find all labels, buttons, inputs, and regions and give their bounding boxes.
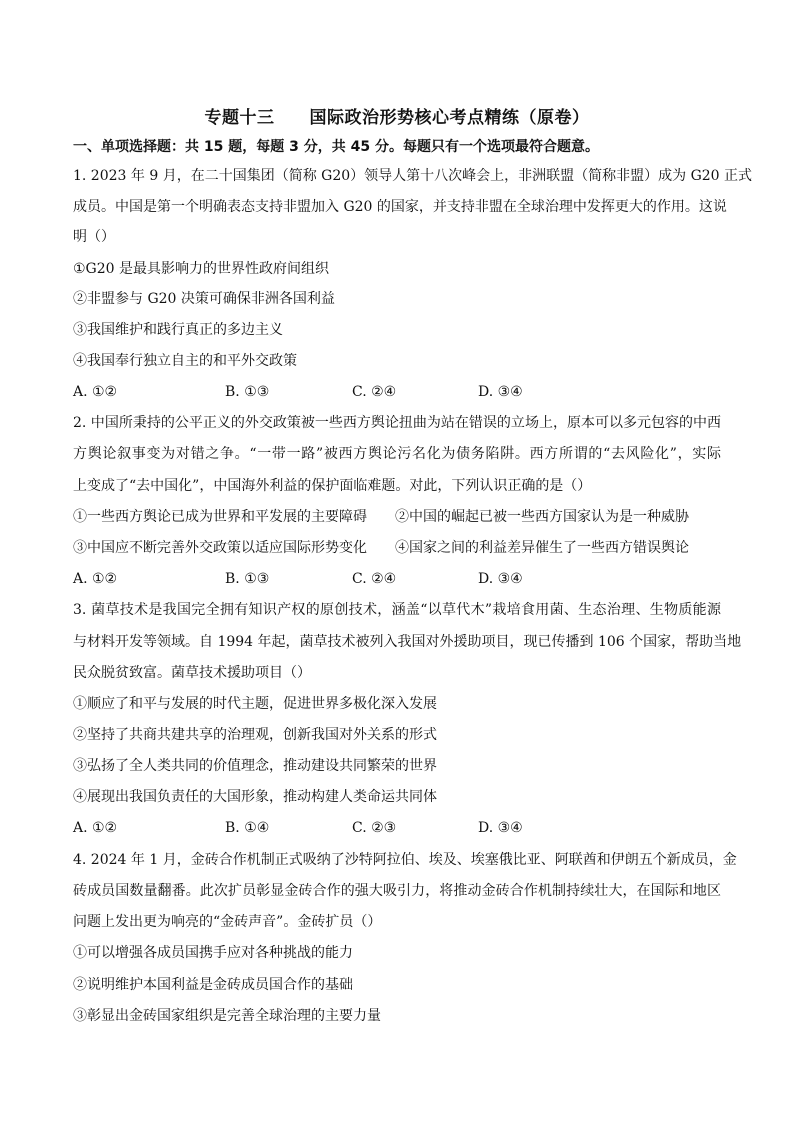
q3-stem-line-3: 民众脱贫致富。菌草技术援助项目（）: [73, 665, 311, 681]
q3-stem-line-2: 与材料开发等领域。自 1994 年起，菌草技术被列入我国对外援助项目，现已传播到 106 个国家，帮助当地: [73, 634, 742, 650]
q1-option-a[interactable]: A. ①②: [73, 384, 118, 400]
q1-option-b[interactable]: B. ①③: [225, 384, 270, 400]
q1-statement-1: ①G20 是最具影响力的世界性政府间组织: [73, 261, 329, 277]
q1-option-c[interactable]: C. ②④: [352, 384, 397, 400]
q1-statement-2: ②非盟参与 G20 决策可确保非洲各国利益: [73, 291, 335, 307]
q2-statement-row-2: ③中国应不断完善外交政策以适应国际形势变化 ④国家之间的利益差异催生了一些西方错误舆论: [73, 540, 689, 556]
q1-option-d[interactable]: D. ③④: [478, 384, 523, 400]
q3-statement-4: ④展现出我国负责任的大国形象，推动构建人类命运共同体: [73, 789, 437, 805]
q4-stem-line-3: 问题上发出更为响亮的“金砖声音”。金砖扩员（）: [73, 914, 382, 930]
q4-statement-1: ①可以增强各成员国携手应对各种挑战的能力: [73, 945, 353, 961]
q4-stem-line-2: 砖成员国数量翻番。此次扩员彰显金砖合作的强大吸引力，将推动金砖合作机制持续壮大，在国际和地区: [73, 883, 721, 899]
q3-stem-line-1: 3. 菌草技术是我国完全拥有知识产权的原创技术，涵盖“以草代木”栽培食用菌、生态治理、生物质能源: [73, 602, 721, 618]
q3-statement-1: ①顺应了和平与发展的时代主题，促进世界多极化深入发展: [73, 696, 437, 712]
q2-option-d[interactable]: D. ③④: [478, 571, 523, 587]
q2-stem-line-2: 方舆论叙事变为对错之争。“一带一路”被西方舆论污名化为债务陷阱。西方所谓的“去风险化”，实际: [73, 446, 721, 462]
q3-option-b[interactable]: B. ①④: [225, 820, 270, 836]
q4-stem-line-1: 4. 2024 年 1 月，金砖合作机制正式吸纳了沙特阿拉伯、埃及、埃塞俄比亚、阿联酋和伊朗五个新成员，金: [73, 852, 737, 868]
q3-statement-3: ③弘扬了全人类共同的价值理念，推动建设共同繁荣的世界: [73, 758, 437, 774]
q1-statement-4: ④我国奉行独立自主的和平外交政策: [73, 353, 297, 369]
q2-option-b[interactable]: B. ①③: [225, 571, 270, 587]
q3-option-a[interactable]: A. ①②: [73, 820, 118, 836]
q2-option-a[interactable]: A. ①②: [73, 571, 118, 587]
q4-statement-3: ③彰显出金砖国家组织是完善全球治理的主要力量: [73, 1008, 381, 1024]
q1-stem-line-3: 明（）: [73, 229, 115, 245]
q1-statement-3: ③我国维护和践行真正的多边主义: [73, 322, 283, 338]
q1-stem-line-2: 成员。中国是第一个明确表态支持非盟加入 G20 的国家，并支持非盟在全球治理中发挥更大的作用。这说: [73, 199, 727, 215]
q2-stem-line-1: 2. 中国所秉持的公平正义的外交政策被一些西方舆论扭曲为站在错误的立场上，原本可以多元包容的中西: [73, 415, 721, 431]
q3-option-c[interactable]: C. ②③: [352, 820, 397, 836]
q2-statement-row-1: ①一些西方舆论已成为世界和平发展的主要障碍 ②中国的崛起已被一些西方国家认为是一种威胁: [73, 509, 689, 525]
q3-option-d[interactable]: D. ③④: [478, 820, 523, 836]
q2-stem-line-3: 上变成了“去中国化”，中国海外利益的保护面临难题。对此，下列认识正确的是（）: [73, 478, 592, 494]
section-heading: 一、单项选择题：共 15 题，每题 3 分，共 45 分。每题只有一个选项最符合题意。: [73, 139, 599, 155]
q1-stem-line-1: 1. 2023 年 9 月，在二十国集团（简称 G20）领导人第十八次峰会上，非洲联盟（简称非盟）成为 G20 正式: [73, 168, 753, 184]
q2-option-c[interactable]: C. ②④: [352, 571, 397, 587]
q3-statement-2: ②坚持了共商共建共享的治理观，创新我国对外关系的形式: [73, 727, 437, 743]
q4-statement-2: ②说明维护本国利益是金砖成员国合作的基础: [73, 977, 353, 993]
page-title: 专题十三 国际政治形势核心考点精练（原卷）: [204, 108, 590, 128]
